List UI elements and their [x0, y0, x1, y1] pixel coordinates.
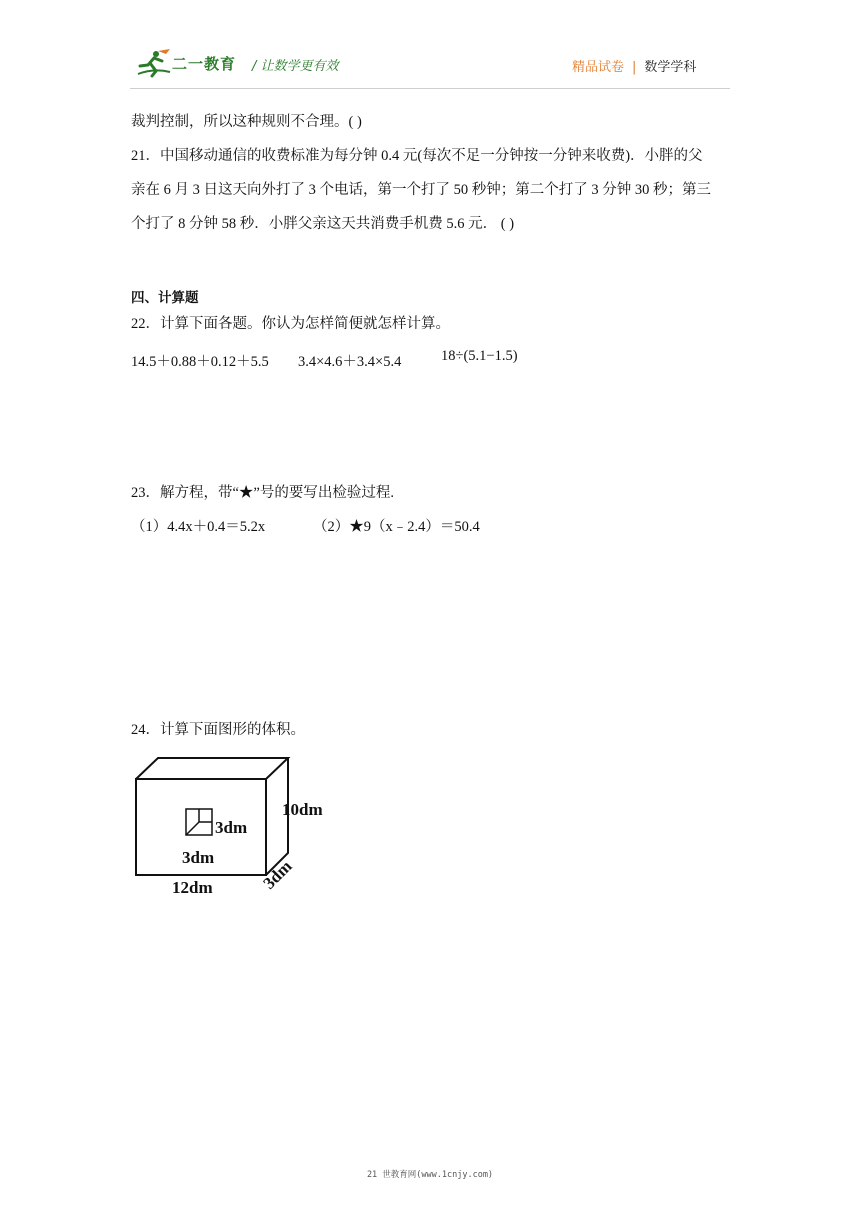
section-title: 四、计算题	[131, 290, 199, 306]
footer-source: 21 世教育网(www.1cnjy.com)	[366, 1170, 494, 1180]
header-right	[572, 56, 696, 75]
header-separator: |	[632, 60, 637, 75]
cuboid-figure	[132, 755, 342, 905]
header-divider	[130, 88, 730, 89]
header-label: 精品试卷	[572, 60, 625, 75]
q23-equation-2: （2）★9（x﹣2.4）＝50.4	[313, 519, 480, 535]
figure-label-hole-width: 3dm	[182, 848, 215, 867]
figure-label-height: 10dm	[282, 800, 323, 819]
q21-line-2: 亲在 6 月 3 日这天向外打了 3 个电话，第一个打了 50 秒钟；第二个打了 3 分钟 30 秒；第三	[131, 182, 711, 198]
figure-label-depth: 3dm	[259, 856, 296, 893]
q22-expression-1: 14.5＋0.88＋0.12＋5.5	[131, 354, 269, 370]
q23-equation-1: （1）4.4x＋0.4＝5.2x	[131, 519, 266, 535]
figure-label-length: 12dm	[172, 878, 213, 897]
logo-runner-icon	[136, 48, 172, 83]
q24-prompt: 24．计算下面图形的体积。	[131, 722, 305, 738]
q20-tail: 裁判控制，所以这种规则不合理。( )	[131, 114, 362, 130]
logo-text: 二一教育	[172, 55, 237, 73]
q23-prompt: 23．解方程，带“★”号的要写出检验过程.	[131, 485, 394, 501]
q22-prompt: 22．计算下面各题。你认为怎样简便就怎样计算。	[131, 316, 450, 332]
header-subject: 数学学科	[644, 60, 697, 75]
q21-line-3: 个打了 8 分钟 58 秒．小胖父亲这天共消费手机费 5.6 元． ( )	[131, 216, 515, 232]
q22-expression-3: 18÷(5.1−1.5)	[441, 348, 518, 364]
q21-line-1: 21．中国移动通信的收费标准为每分钟 0.4 元(每次不足一分钟按一分钟来收费)．小胖的父	[131, 148, 703, 164]
figure-label-hole-height: 3dm	[215, 818, 248, 837]
q22-expression-2: 3.4×4.6＋3.4×5.4	[298, 354, 402, 370]
slogan: / 让数学更有效	[252, 59, 339, 74]
